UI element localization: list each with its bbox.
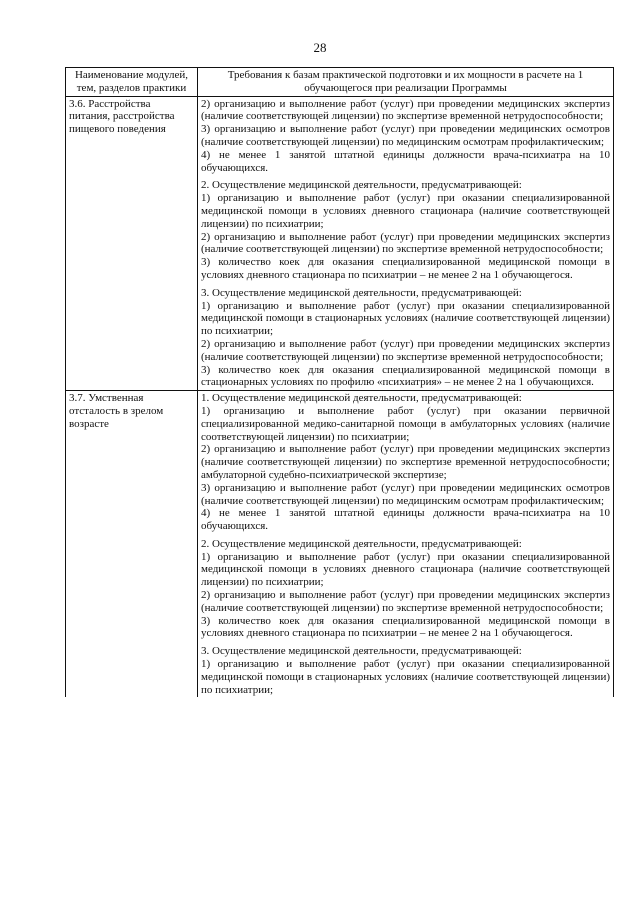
requirement-line: 1) организацию и выполнение работ (услуг) при оказании специализированной медицинской помощи в условиях дневного стационара (наличие соответствующей лицензии) по психиатрии;: [201, 550, 610, 589]
requirement-block: [201, 287, 610, 389]
requirement-line: 2) организацию и выполнение работ (услуг) при проведении медицинских экспертиз (наличие соответствующей лицензии) по экспертизе временной нетрудоспособности;: [201, 97, 610, 123]
table-row: [66, 391, 614, 698]
requirement-block: [201, 179, 610, 281]
requirement-line: 3. Осуществление медицинской деятельности, предусматривающей:: [201, 286, 522, 299]
requirements-cell: [198, 391, 614, 698]
requirement-line: 4) не менее 1 занятой штатной единицы должности врача-психиатра на 10 обучающихся.: [201, 148, 610, 174]
requirement-line: 1. Осуществление медицинской деятельности, предусматривающей:: [201, 392, 522, 405]
module-name: 3.7. Умственная отсталость в зрелом возрасте: [66, 391, 198, 698]
requirement-line: 3) количество коек для оказания специализированной медицинской помощи в условиях дневного стационара по психиатрии – не менее 2 на 1 обучающегося.: [201, 256, 610, 281]
requirement-line: 2) организацию и выполнение работ (услуг) при проведении медицинских экспертиз (наличие соответствующей лицензии) по экспертизе временной нетрудоспособности;: [201, 589, 610, 614]
requirement-line: 3) количество коек для оказания специализированной медицинской помощи в стационарных условиях по профилю «психиатрия» – не менее 2 на 1 обучающихся.: [201, 363, 610, 389]
requirement-line: 4) не менее 1 занятой штатной единицы должности врача-психиатра на 10 обучающихся.: [201, 507, 610, 533]
requirement-line: 2) организацию и выполнение работ (услуг) при проведении медицинских экспертиз (наличие соответствующей лицензии) по экспертизе временной нетрудоспособности; амбулаторной судебно-психиатрической экспертизе;: [201, 443, 610, 481]
page-number: 28: [313, 40, 327, 55]
requirement-line: 3. Осуществление медицинской деятельности, предусматривающей:: [201, 645, 522, 658]
header-requirements: Требования к базам практической подготовки и их мощности в расчете на 1 обучающегося при реализации Программы: [198, 68, 614, 97]
requirement-line: 2) организацию и выполнение работ (услуг) при проведении медицинских экспертиз (наличие соответствующей лицензии) по экспертизе временной нетрудоспособности;: [201, 230, 610, 256]
table-header-row: [66, 68, 614, 97]
requirement-block: [201, 392, 610, 533]
requirement-line: 1) организацию и выполнение работ (услуг) при оказании первичной специализированной медико-санитарной помощи в амбулаторных условиях (наличие соответствующей лицензии) по психиатрии;: [201, 404, 610, 443]
requirements-table: [65, 67, 614, 697]
requirement-block: [201, 98, 610, 175]
requirement-line: 2. Осуществление медицинской деятельности, предусматривающей:: [201, 179, 522, 192]
requirement-line: 1) организацию и выполнение работ (услуг) при оказании специализированной медицинской помощи в условиях дневного стационара (наличие соответствующей лицензии) по психиатрии;: [201, 192, 610, 230]
requirement-line: 2. Осуществление медицинской деятельности, предусматривающей:: [201, 537, 522, 550]
requirements-cell: [198, 96, 614, 391]
requirement-line: 3) количество коек для оказания специализированной медицинской помощи в условиях дневного стационара по психиатрии – не менее 2 на 1 обучающегося.: [201, 614, 610, 640]
requirement-line: 2) организацию и выполнение работ (услуг) при проведении медицинских экспертиз (наличие соответствующей лицензии) по экспертизе временной нетрудоспособности;: [201, 337, 610, 363]
module-name: 3.6. Расстройства питания, расстройства пищевого поведения: [66, 96, 198, 391]
header-modules: Наименование модулей, тем, разделов практики: [66, 68, 198, 97]
requirement-line: 1) организацию и выполнение работ (услуг) при оказании специализированной медицинской помощи в стационарных условиях (наличие соответствующей лицензии) по психиатрии;: [201, 299, 610, 338]
table-row: [66, 96, 614, 391]
requirement-block: [201, 538, 610, 640]
requirement-block: [201, 645, 610, 696]
requirement-line: 1) организацию и выполнение работ (услуг) при оказании специализированной медицинской помощи в стационарных условиях (наличие соответствующей лицензии) по психиатрии;: [201, 658, 610, 696]
requirement-line: 3) организацию и выполнение работ (услуг) при проведении медицинских осмотров (наличие соответствующей лицензии) по медицинским осмотрам профилактическим;: [201, 481, 610, 507]
table-body: [66, 96, 614, 697]
requirement-line: 3) организацию и выполнение работ (услуг) при проведении медицинских осмотров (наличие соответствующей лицензии) по медицинским осмотрам профилактическим;: [201, 123, 610, 148]
